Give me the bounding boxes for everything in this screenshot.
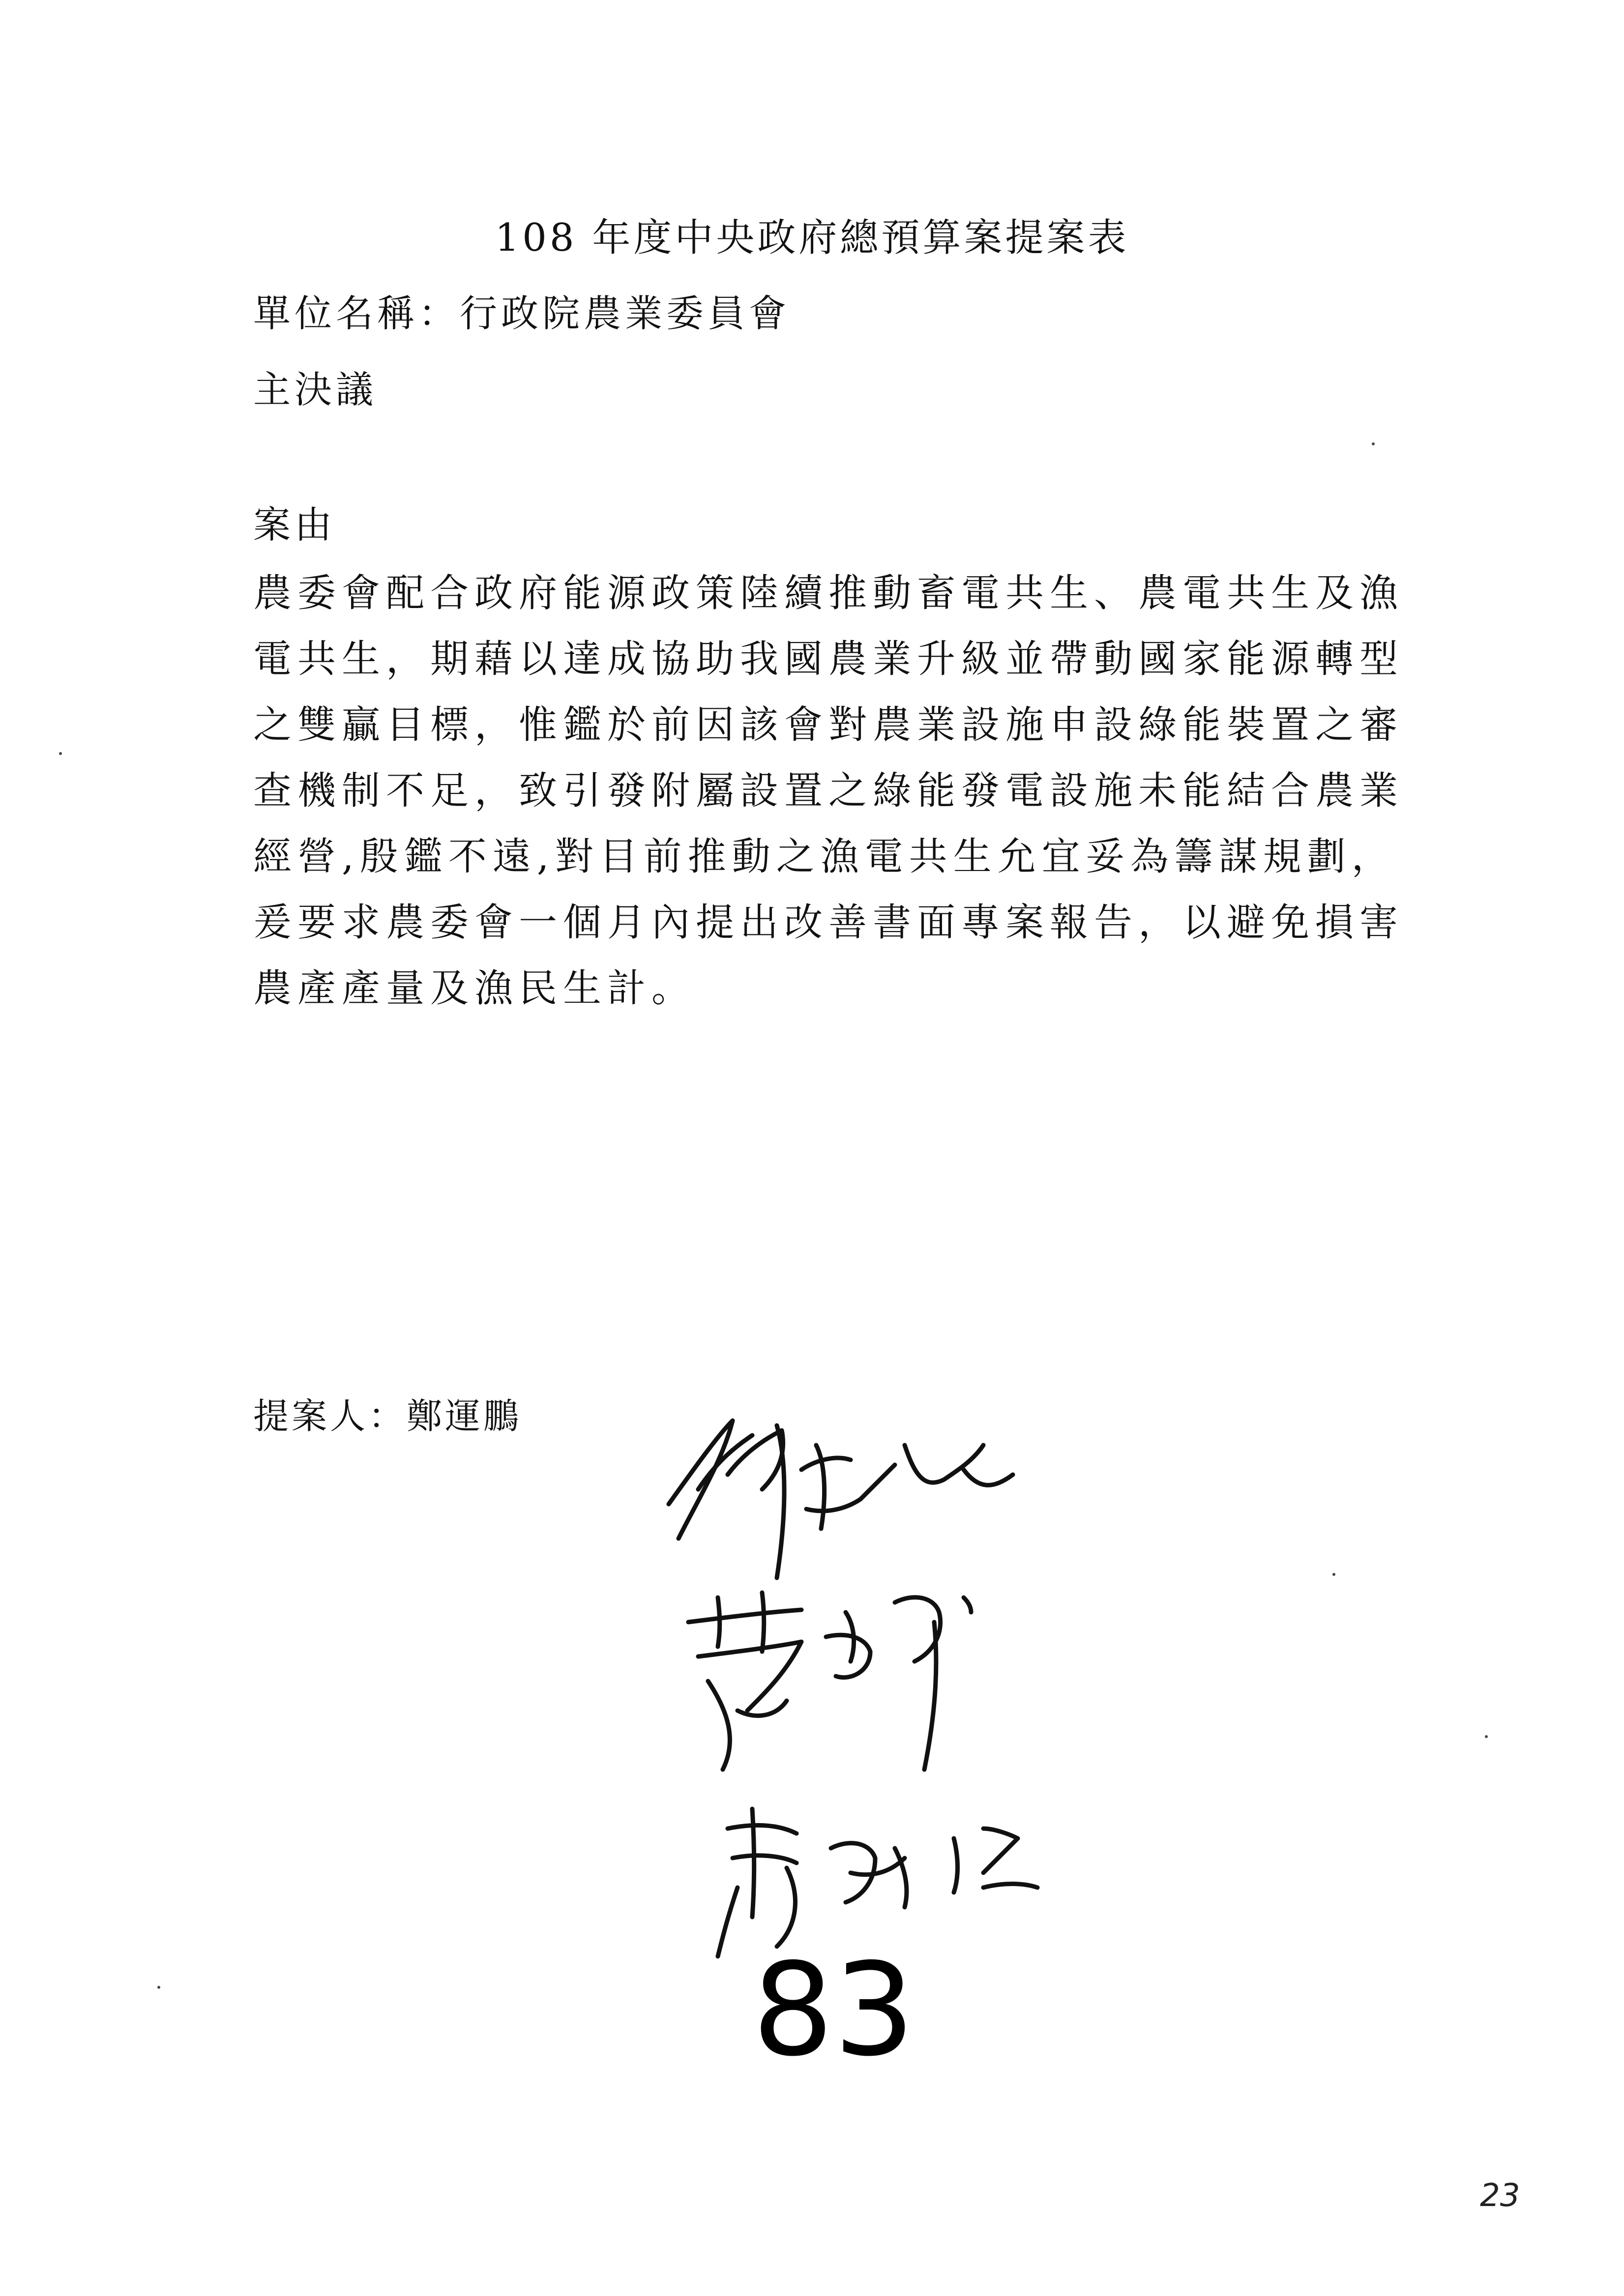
scan-speck	[1332, 1573, 1335, 1576]
section-heading: 主決議	[253, 368, 377, 411]
scan-speck	[1372, 442, 1375, 445]
page-number: 23	[1480, 2178, 1520, 2214]
reason-line: 查機制不足，致引發附屬設置之綠能發電設施未能結合農業	[253, 769, 1404, 813]
reason-line: 電共生，期藉以達成協助我國農業升級並帶動國家能源轉型	[253, 637, 1404, 681]
signature-3	[718, 1809, 1037, 1956]
unit-name: 行政院農業委員會	[460, 291, 790, 335]
reason-line: 之雙贏目標，惟鑑於前因該會對農業設施申設綠能裝置之審	[253, 703, 1404, 747]
unit-row	[253, 291, 790, 335]
scan-speck	[1485, 1735, 1488, 1738]
page-title: 108 年度中央政府總預算案提案表	[495, 216, 1129, 260]
signature-1	[669, 1421, 1013, 1578]
reason-line: 農產產量及漁民生計。	[253, 966, 696, 1011]
proposer-label: 提案人：	[253, 1395, 407, 1437]
proposer-row	[253, 1395, 522, 1437]
reason-heading: 案由	[253, 503, 336, 547]
handwritten-count: 83	[752, 1936, 915, 2085]
scan-speck	[59, 752, 62, 755]
unit-label: 單位名稱：	[253, 291, 460, 335]
proposer-name: 鄭運鵬	[407, 1395, 522, 1437]
signature-2	[688, 1593, 971, 1770]
reason-line: 經營,殷鑑不遠,對目前推動之漁電共生允宜妥為籌謀規劃，	[253, 835, 1396, 879]
scan-speck	[157, 1986, 160, 1989]
reason-body	[253, 560, 1404, 1021]
reason-line: 農委會配合政府能源政策陸續推動畜電共生、農電共生及漁	[253, 571, 1404, 615]
reason-line: 爰要求農委會一個月內提出改善書面專案報告，以避免損害	[253, 901, 1404, 945]
